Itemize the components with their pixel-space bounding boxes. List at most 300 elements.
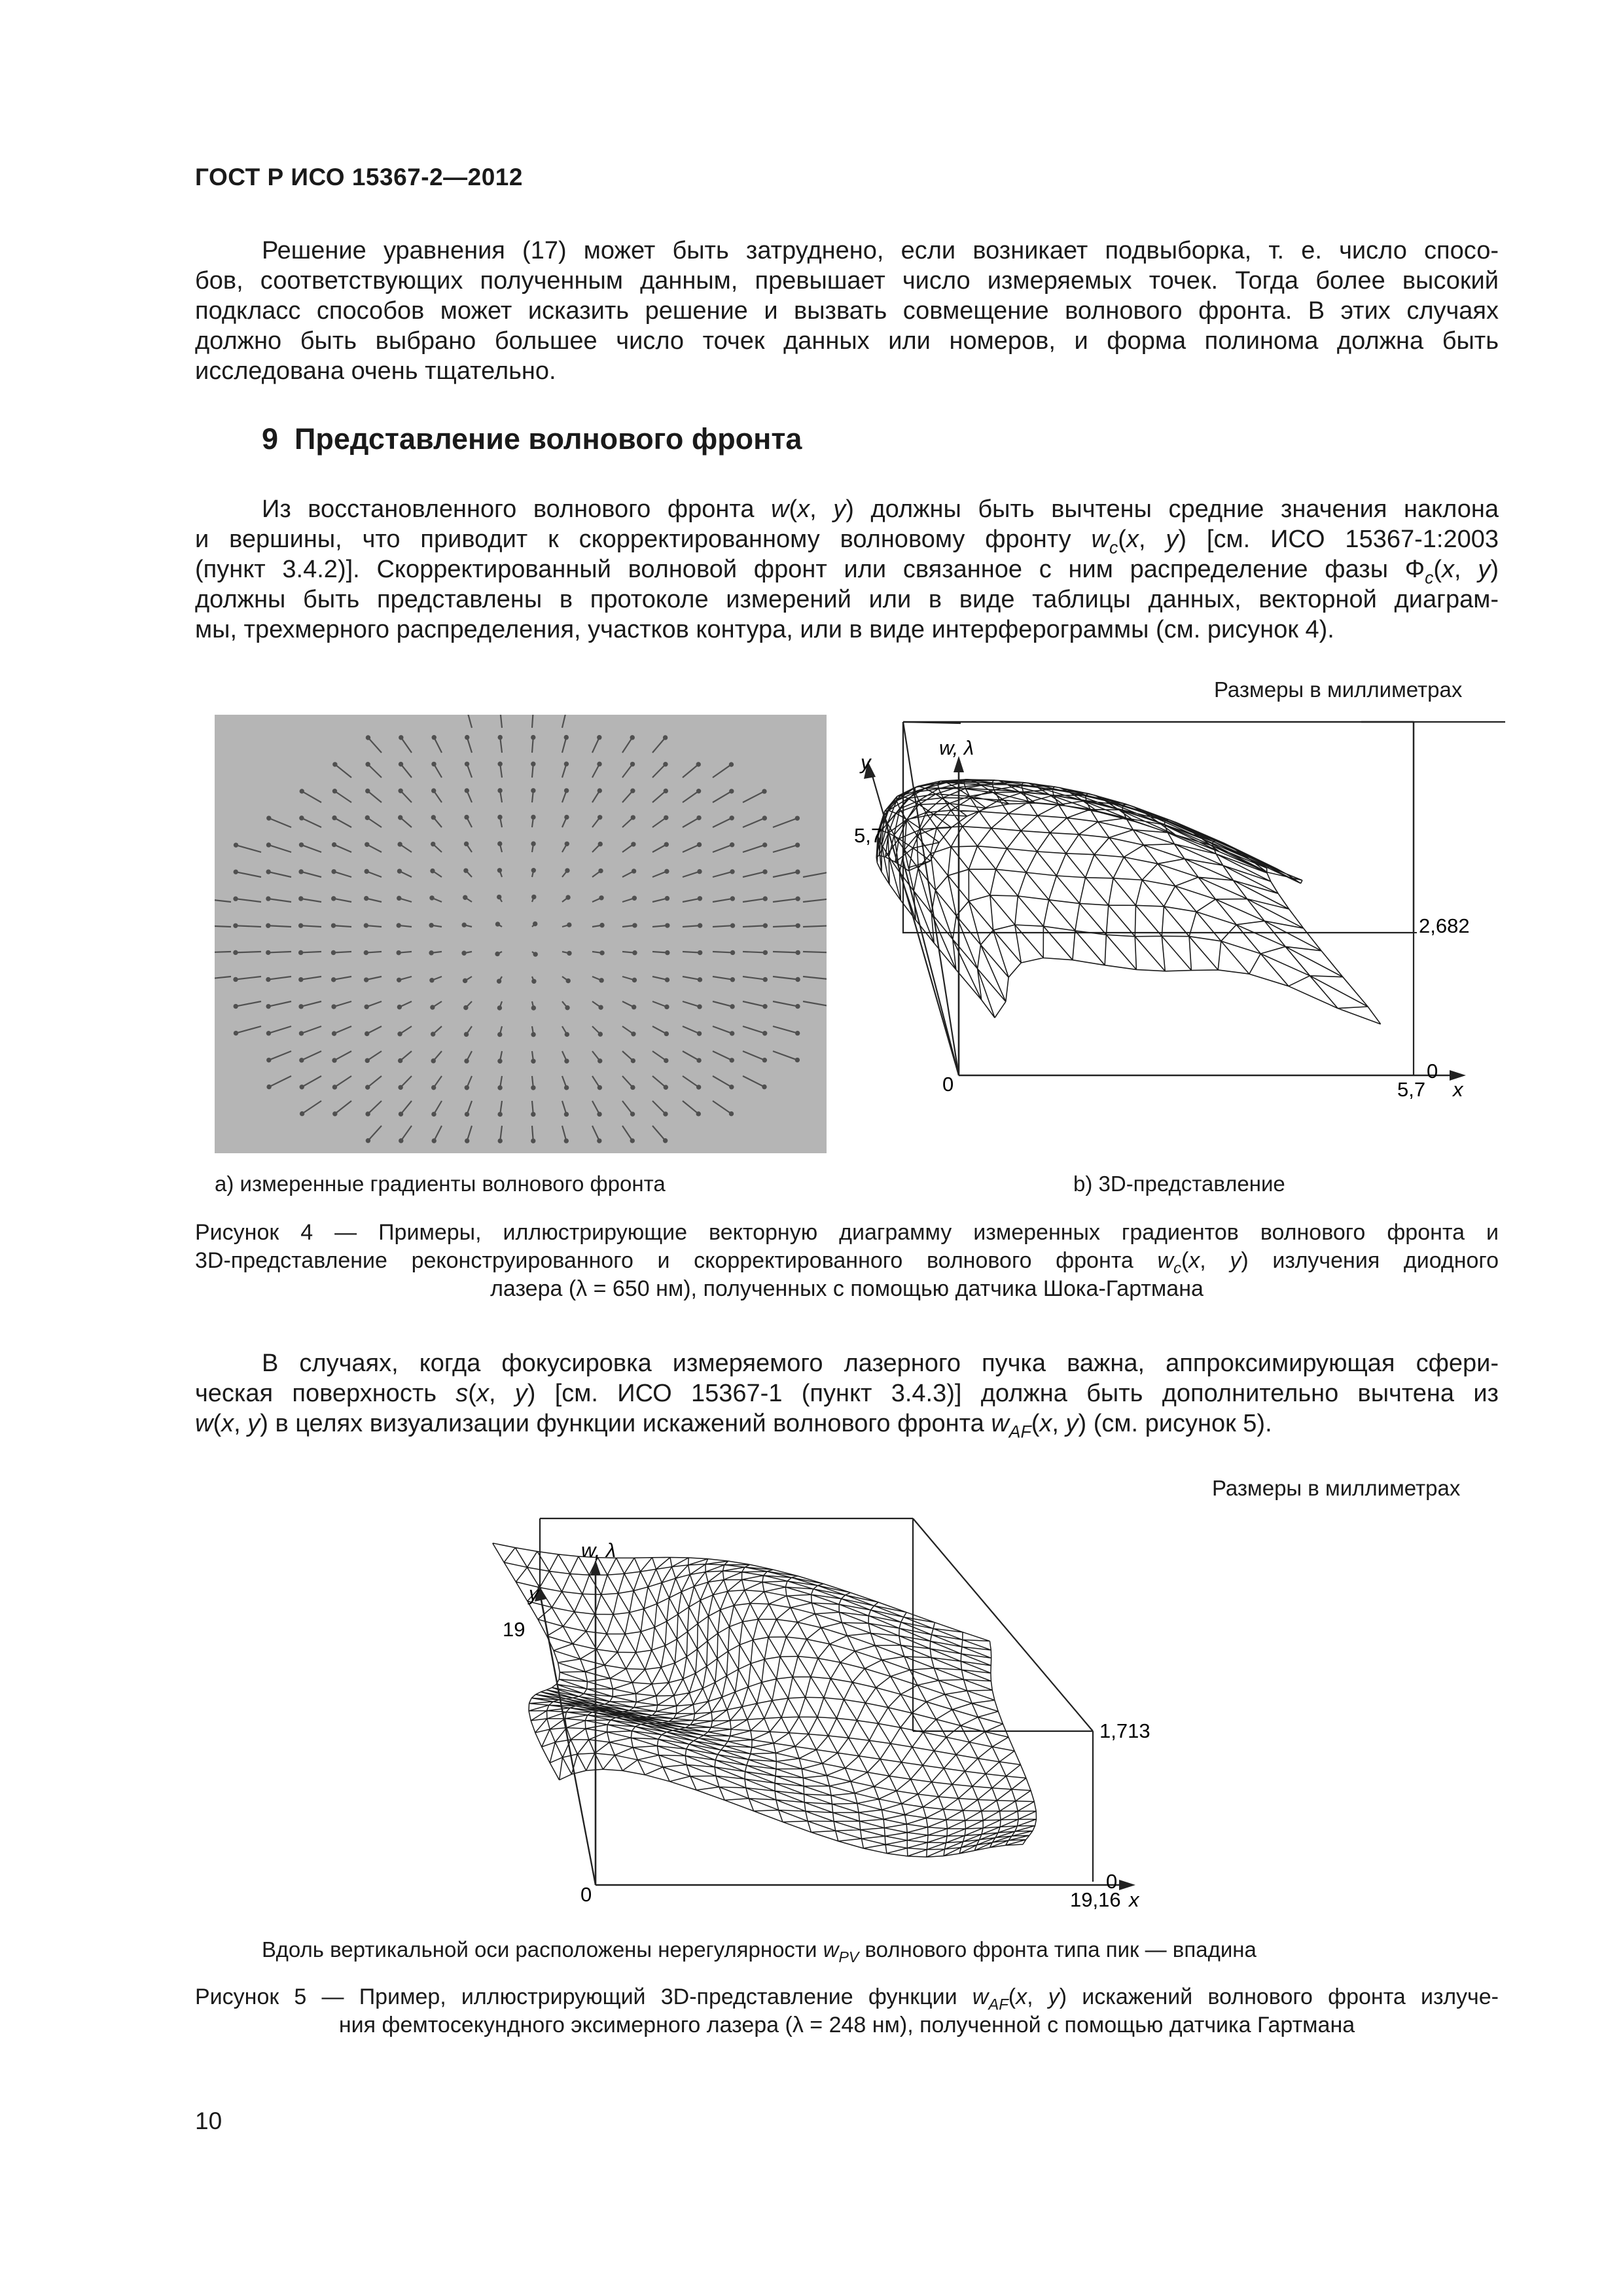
gradient-arrow-head — [300, 843, 303, 846]
caption-line: Рисунок 4 — Примеры, иллюстрирующие векторную диаграмму измеренных градиентов волнового фронта и — [195, 1220, 1499, 1245]
gradient-arrow-head — [698, 924, 702, 927]
gradient-arrow-head — [565, 869, 569, 872]
gradient-arrow-head — [332, 951, 335, 954]
axes — [870, 722, 1440, 1075]
gradient-arrow-head — [600, 978, 603, 982]
mesh-lines — [876, 780, 1381, 1024]
gradient-arrow-head — [497, 895, 501, 899]
gradient-arrow-head — [532, 895, 535, 899]
gradient-arrow-head — [600, 924, 603, 927]
gradient-arrow-head — [333, 1085, 336, 1088]
gradient-arrow-head — [531, 842, 535, 845]
gradient-arrow-head — [567, 979, 570, 982]
gradient-arrow-head — [498, 1086, 501, 1089]
gradient-arrow-head — [332, 870, 336, 873]
gradient-arrow-head — [599, 1033, 602, 1036]
axes — [540, 1569, 1119, 1885]
gradient-arrow-head — [432, 789, 435, 792]
gradient-arrow-head — [697, 1085, 700, 1088]
gradient-arrow-head — [730, 1112, 733, 1115]
gradient-arrow-head — [332, 1032, 336, 1035]
gradient-arrow-head — [666, 924, 669, 927]
gradient-arrow-head — [763, 1031, 766, 1035]
gradient-arrow-head — [332, 924, 335, 927]
gradient-arrow-head — [430, 896, 433, 899]
gradient-arrow-head — [796, 844, 799, 847]
gradient-arrow-head — [698, 843, 701, 846]
gradient-arrow-head — [365, 1032, 368, 1035]
gradient-arrow-head — [697, 762, 700, 766]
gradient-arrow-head — [697, 1059, 700, 1062]
gradient-arrow-head — [598, 1086, 601, 1089]
gradient-arrow-head — [796, 897, 800, 901]
gradient-arrow-head — [531, 1086, 535, 1089]
gradient-arrow-head — [332, 843, 336, 846]
gradient-arrow-head — [631, 762, 634, 766]
gradient-arrow-head — [365, 978, 368, 981]
gradient-arrow-head — [399, 789, 402, 793]
gradient-arrow-head — [332, 978, 335, 981]
section-number: 9 — [262, 422, 279, 456]
gradient-arrow-head — [532, 980, 535, 983]
caption-line: Рисунок 5 — Пример, иллюстрирующий 3D-представление функции $w_{AF}(x$, y) искажений волнового фронта излуче- — [195, 1984, 1499, 2014]
gradient-arrow-head — [333, 762, 336, 766]
gradient-arrow-head — [631, 789, 634, 793]
gradient-arrow-head — [234, 924, 237, 927]
gradient-arrow-head — [730, 1031, 734, 1035]
gradient-arrow-head — [465, 762, 469, 766]
gradient-arrow-head — [566, 895, 569, 899]
gradient-arrow-head — [399, 1113, 402, 1116]
gradient-arrow-head — [465, 1113, 469, 1116]
gradient-arrow-head — [666, 951, 669, 954]
gradient-arrow-head — [796, 978, 800, 981]
gradient-arrow-head — [431, 1032, 435, 1035]
gradient-arrow-head — [399, 1139, 402, 1142]
w-axis-max-value: 2,682 — [1419, 914, 1470, 937]
gradient-arrow-head — [730, 843, 734, 846]
gradient-arrow-head — [632, 816, 635, 819]
gradient-arrow-head — [730, 762, 733, 766]
gradient-arrow-head — [300, 1058, 303, 1062]
w-axis-arrow — [590, 1560, 601, 1575]
gradient-arrow-head — [565, 842, 569, 846]
gradient-arrow-head — [633, 951, 636, 954]
gradient-arrow-head — [366, 1086, 369, 1089]
gradient-arrow-head — [366, 1059, 369, 1062]
gradient-arrow-head — [465, 1060, 468, 1063]
gradient-arrow-head — [267, 816, 270, 819]
gradient-arrow-head — [496, 922, 499, 925]
gradient-arrow-head — [567, 952, 571, 955]
gradient-arrow-head — [300, 1031, 303, 1035]
gradient-arrow-head — [463, 979, 467, 982]
gradient-arrow-head — [665, 1005, 668, 1009]
paragraph-line: исследована очень тщательно. — [195, 357, 556, 385]
gradient-arrow-head — [763, 816, 766, 819]
document-header: ГОСТ Р ИСО 15367-2—2012 — [195, 164, 523, 190]
caption-line: 3D-представление реконструированного и скорректированного волнового фронта $w_c(x$, y) излучения диодного — [195, 1248, 1499, 1278]
gradient-arrow-head — [632, 869, 635, 872]
gradient-arrow-head — [365, 843, 368, 846]
gradient-arrow-head — [565, 789, 568, 792]
y-axis-max-value: 5,7 — [854, 824, 883, 847]
section-title — [262, 422, 802, 456]
gradient-arrow-head — [234, 1005, 238, 1008]
gradient-arrow-head — [430, 978, 433, 982]
gradient-arrow-head — [398, 1005, 401, 1009]
gradient-arrow-head — [366, 1139, 370, 1142]
gradient-arrow-head — [664, 1139, 667, 1142]
gradient-arrow-head — [796, 817, 799, 820]
paragraph-2 — [195, 494, 1499, 645]
gradient-arrow-head — [399, 736, 402, 739]
gradient-arrow-head — [300, 816, 303, 819]
gradient-arrow-head — [531, 1033, 535, 1036]
gradient-arrow-head — [433, 1139, 436, 1142]
gradient-arrow-head — [397, 951, 401, 954]
wavefront-mesh — [876, 780, 1381, 1024]
figure4-caption — [195, 1219, 1499, 1303]
gradient-arrow-head — [565, 1086, 568, 1089]
gradient-arrow-head — [399, 842, 402, 846]
y-axis-label: y — [861, 751, 871, 774]
gradient-arrow-head — [565, 1060, 568, 1063]
gradient-arrow-head — [531, 762, 535, 766]
gradient-arrow-head — [598, 789, 601, 792]
gradient-arrow-head — [268, 1085, 271, 1088]
gradient-arrow-head — [631, 1139, 634, 1142]
figure5-note: Вдоль вертикальной оси расположены нерегулярности $w_{PV}$ волнового фронта типа пик — впадина — [262, 1937, 1257, 1966]
gradient-arrow-head — [498, 1006, 501, 1009]
gradient-arrow-head — [431, 869, 434, 872]
gradient-arrow-head — [429, 951, 433, 954]
origin-label: 0 — [942, 1073, 954, 1096]
mesh-lines — [493, 1543, 1037, 1857]
gradient-arrow-head — [665, 870, 668, 873]
gradient-arrow-head — [300, 1112, 304, 1115]
gradient-arrow-head — [266, 951, 270, 954]
gradient-arrow-head — [300, 1085, 304, 1088]
gradient-arrow-head — [763, 843, 766, 846]
gradient-arrow-head — [796, 1031, 799, 1035]
gradient-arrow-head — [463, 924, 466, 927]
gradient-arrow-head — [300, 870, 303, 873]
paragraph-line: В случаях, когда фокусировка измеряемого лазерного пучка важна, аппроксимирующая сфери- — [262, 1350, 1499, 1377]
gradient-arrow-head — [598, 816, 601, 819]
page-number: 10 — [195, 2108, 223, 2134]
gradient-arrow-head — [267, 870, 270, 873]
gradient-arrow-head — [299, 978, 302, 981]
paragraph-line: Из восстановленного волнового фронта w(x, y) должны быть вычтены средние значения наклона — [262, 495, 1499, 523]
gradient-arrow-head — [698, 870, 701, 873]
gradient-arrow-head — [465, 842, 468, 846]
gradient-arrow-head — [764, 978, 767, 981]
gradient-arrow-head — [433, 736, 436, 739]
gradient-arrow-head — [432, 762, 435, 766]
gradient-arrow-head — [462, 952, 465, 955]
gradient-arrow-head — [532, 1006, 535, 1009]
gradient-arrow-head — [365, 897, 368, 900]
gradient-arrow-head — [366, 816, 369, 819]
gradient-arrow-head — [632, 1059, 635, 1062]
gradient-arrow-head — [366, 736, 370, 739]
gradient-arrow — [333, 952, 351, 953]
w-axis-max-value: 1,713 — [1099, 1719, 1150, 1742]
gradient-arrow-head — [567, 923, 571, 926]
gradient-arrow-head — [632, 1032, 635, 1035]
gradient-arrow-head — [365, 951, 368, 954]
gradient-arrow-head — [431, 1005, 434, 1009]
gradient-arrow-head — [565, 1139, 568, 1143]
gradient-arrow-head — [498, 816, 501, 819]
gradient-arrow-head — [597, 1139, 601, 1142]
gradient-arrow-head — [498, 1033, 501, 1036]
gradient-arrow-head — [366, 762, 370, 766]
x-axis-label: x — [1453, 1078, 1463, 1101]
figure5-caption — [195, 1983, 1499, 2039]
gradient-arrow-head — [465, 1033, 468, 1036]
gradient-arrow-head — [565, 1006, 569, 1009]
gradient-arrow-head — [698, 1005, 701, 1008]
paragraph-line: (пункт 3.4.2)]. Скорректированный волновой фронт или связанное с ним распределение фазы $\Phi_c(x$, y) — [195, 556, 1499, 588]
gradient-arrow-head — [531, 736, 535, 739]
gradient-arrow-head — [599, 896, 603, 899]
gradient-arrow-head — [398, 869, 401, 872]
gradient-map-background — [215, 715, 827, 1153]
gradient-arrow-head — [730, 816, 734, 819]
gradient-arrow-head — [234, 1031, 238, 1035]
figure4b-label: b) 3D-представление — [1073, 1172, 1285, 1196]
gradient-arrow-head — [432, 1113, 435, 1116]
gradient-arrow-head — [234, 897, 237, 901]
gradient-arrow-head — [664, 762, 667, 766]
paragraph-line: Решение уравнения (17) может быть затруднено, если возникает подвыборка, т. е. число спосо- — [262, 237, 1499, 264]
gradient-arrow-head — [597, 1113, 601, 1116]
gradient-arrow-head — [397, 978, 401, 982]
gradient-arrow-head — [664, 789, 668, 793]
gradient-arrow-head — [533, 922, 537, 925]
paragraph-line: должно быть выбрано большее число точек данных или номеров, и форма полинома должна быть — [195, 327, 1499, 355]
gradient-arrow-head — [697, 1112, 700, 1115]
gradient-arrow-head — [366, 789, 369, 793]
gradient-arrow-head — [664, 1112, 667, 1115]
gradient-arrow-head — [631, 1086, 634, 1089]
gradient-arrow-head — [665, 843, 668, 846]
gradient-arrow-head — [495, 952, 499, 956]
gradient-arrow-head — [599, 842, 602, 846]
figure4a-label: а) измеренные градиенты волнового фронта — [215, 1172, 666, 1196]
paragraph-line: и вершины, что приводит к скорректированному волновому фронту $w_c(x$, y) [см. ИСО 15367-1:2003 — [195, 526, 1499, 558]
gradient-arrow-head — [763, 870, 766, 873]
figure4b-3d-wavefront — [851, 717, 1505, 1122]
gradient-arrow-head — [597, 762, 601, 766]
gradient-arrow-head — [565, 736, 568, 739]
gradient-arrow-head — [464, 869, 467, 872]
gradient-arrow-head — [465, 1086, 469, 1089]
gradient-arrow-head — [763, 1058, 766, 1062]
gradient-arrow-head — [633, 924, 636, 927]
w-axis-label: w, λ — [939, 736, 974, 759]
gradient-arrow-head — [464, 1006, 467, 1009]
gradient-arrow-head — [399, 762, 402, 766]
gradient-arrow-head — [731, 897, 734, 900]
gradient-arrow-head — [299, 1005, 302, 1008]
gradient-arrow-head — [365, 1005, 368, 1009]
gradient-arrow-head — [332, 1058, 336, 1062]
gradient-arrow-head — [267, 1005, 270, 1008]
y-axis-label: y — [529, 1582, 539, 1605]
gradient-arrow-head — [332, 897, 335, 900]
gradient-arrow-head — [431, 842, 435, 846]
gradient-arrow-head — [730, 1005, 734, 1008]
gradient-arrow-head — [565, 1113, 568, 1116]
dimensions-note-fig5: Размеры в миллиметрах — [1212, 1476, 1461, 1500]
gradient-arrow-head — [664, 1086, 668, 1089]
gradient-arrow-head — [666, 978, 669, 981]
origin-label: 0 — [580, 1883, 592, 1906]
gradient-arrow-head — [531, 1113, 535, 1116]
gradient-arrow-head — [333, 1112, 336, 1115]
gradient-arrow-head — [234, 951, 237, 954]
gradient-arrow-head — [762, 1085, 766, 1088]
caption-line: ния фемтосекундного эксимерного лазера (λ = 248 нм), полученной с помощью датчика Гартмана — [338, 2013, 1355, 2037]
gradient-arrow-head — [399, 1086, 402, 1089]
caption-line: лазера (λ = 650 нм), полученных с помощью датчика Шока-Гартмана — [490, 1276, 1204, 1301]
gradient-arrow-head — [697, 789, 700, 793]
gradient-arrow-head — [234, 978, 237, 981]
gradient-arrow-head — [499, 736, 502, 739]
gradient-arrow-head — [632, 1005, 635, 1009]
gradient-arrow-head — [764, 951, 767, 954]
gradient-arrow-head — [598, 1059, 601, 1062]
gradient-arrow-head — [498, 842, 501, 846]
gradient-arrow-head — [397, 924, 401, 927]
gradient-arrow-head — [698, 978, 702, 981]
gradient-arrow-head — [299, 897, 302, 900]
gradient-arrow-head — [599, 869, 602, 872]
paragraph-line: подкласс способов может исказить решение и вызвать совмещение волнового фронта. В этих случаях — [195, 297, 1499, 325]
gradient-arrow-head — [267, 843, 270, 846]
x-axis-zero-label: 0 — [1427, 1060, 1438, 1083]
gradient-arrow-head — [764, 897, 767, 900]
gradient-arrow-head — [633, 978, 636, 982]
gradient-arrow-head — [698, 897, 702, 900]
gradient-arrow-head — [531, 1060, 535, 1063]
gradient-arrow-head — [266, 924, 270, 927]
gradient-arrow-head — [463, 896, 467, 899]
x-axis-max-value: 5,7 — [1397, 1078, 1426, 1101]
x-axis-zero-label: 0 — [1106, 1870, 1118, 1893]
gradient-arrow-head — [234, 870, 238, 874]
gradient-arrow-head — [332, 1005, 335, 1008]
gradient-arrow-head — [465, 736, 469, 739]
gradient-arrow-head — [299, 924, 302, 927]
gradient-arrow-head — [565, 816, 568, 819]
gradient-arrow-head — [730, 789, 733, 793]
gradient-arrow-head — [333, 789, 336, 793]
gradient-arrow-head — [730, 870, 734, 873]
gradient-arrow-head — [365, 870, 368, 873]
gradient-arrow-head — [531, 816, 535, 819]
gradient-arrow-head — [430, 924, 433, 927]
gradient-arrow-head — [762, 789, 766, 793]
gradient-arrow-head — [267, 1031, 270, 1035]
gradient-arrow-head — [664, 816, 668, 819]
gradient-arrow-head — [599, 1006, 602, 1009]
gradient-arrow-head — [299, 951, 302, 954]
gradient-arrow-head — [697, 816, 700, 819]
gradient-arrow-head — [664, 1059, 668, 1062]
gradient-arrow-head — [498, 869, 501, 872]
gradient-arrow-head — [796, 951, 800, 954]
gradient-arrow-head — [399, 1059, 402, 1062]
gradient-arrow-head — [398, 1032, 401, 1035]
gradient-arrow-head — [399, 816, 402, 819]
gradient-arrow-head — [234, 844, 238, 847]
gradient-arrow-head — [432, 1086, 435, 1089]
gradient-arrow-head — [432, 1059, 435, 1062]
paragraph-line: мы, трехмерного распределения, участков контура, или в виде интерферограммы (см. рисунок 4). — [195, 616, 1334, 643]
gradient-arrow-head — [565, 1033, 569, 1036]
gradient-arrow-head — [365, 924, 368, 927]
figure5-3d-distortion — [484, 1515, 1270, 1921]
gradient-arrow-head — [664, 736, 667, 739]
gradient-arrow-head — [665, 1032, 668, 1035]
x-axis-max-value: 19,16 — [1070, 1888, 1121, 1911]
figure4a-gradient-vector-map — [215, 715, 827, 1153]
gradient-arrow-head — [731, 924, 734, 927]
gradient-arrow-head — [631, 1113, 634, 1116]
w-axis-label: w, λ — [581, 1539, 616, 1562]
dimensions-note-fig4: Размеры в миллиметрах — [1214, 677, 1463, 702]
distortion-mesh — [493, 1543, 1037, 1857]
gradient-arrow-head — [764, 924, 767, 927]
gradient-arrow-head — [497, 980, 501, 983]
section-title-text: Представление волнового фронта — [294, 422, 802, 456]
gradient-arrow-head — [498, 789, 501, 792]
gradient-arrow-head — [300, 789, 304, 793]
paragraph-line: бов, соответствующих полученным данным, превышает число измеряемых точек. Тогда более высокий — [195, 267, 1499, 295]
gradient-arrow-head — [565, 762, 568, 766]
paragraph-3 — [195, 1348, 1499, 1442]
paragraph-line: должны быть представлены в протоколе измерений или в виде таблицы данных, векторной диаграм- — [195, 586, 1499, 613]
gradient-arrow-head — [763, 1005, 766, 1008]
gradient-arrow-head — [498, 1060, 501, 1063]
gradient-arrow-head — [796, 1058, 799, 1062]
gradient-arrow-head — [267, 1058, 270, 1062]
gradient-arrow-head — [631, 736, 634, 739]
gradient-arrow-head — [332, 816, 336, 819]
gradient-arrow-head — [698, 1032, 701, 1035]
gradient-arrow-head — [366, 1112, 370, 1115]
gradient-arrow-head — [597, 736, 601, 739]
gradient-arrow-head — [796, 1005, 799, 1008]
gradient-arrow-head — [731, 978, 734, 981]
gradient-arrow-head — [731, 951, 734, 954]
gradient-arrow-head — [632, 842, 635, 846]
gradient-arrow-head — [633, 897, 636, 900]
gradient-arrow-head — [432, 816, 435, 819]
gradient-arrow-head — [266, 978, 270, 981]
gradient-arrow-head — [600, 951, 603, 954]
gradient-arrow-head — [499, 1139, 502, 1143]
gradient-arrow-head — [698, 951, 702, 954]
paragraph-line: w(x, y) в целях визуализации функции искажений волнового фронта $w_{AF}(x$, y) (см. рисунок 5). — [195, 1410, 1272, 1442]
gradient-arrow-head — [266, 897, 270, 901]
gradient-arrow-head — [531, 789, 535, 792]
gradient-arrow-head — [796, 870, 799, 874]
